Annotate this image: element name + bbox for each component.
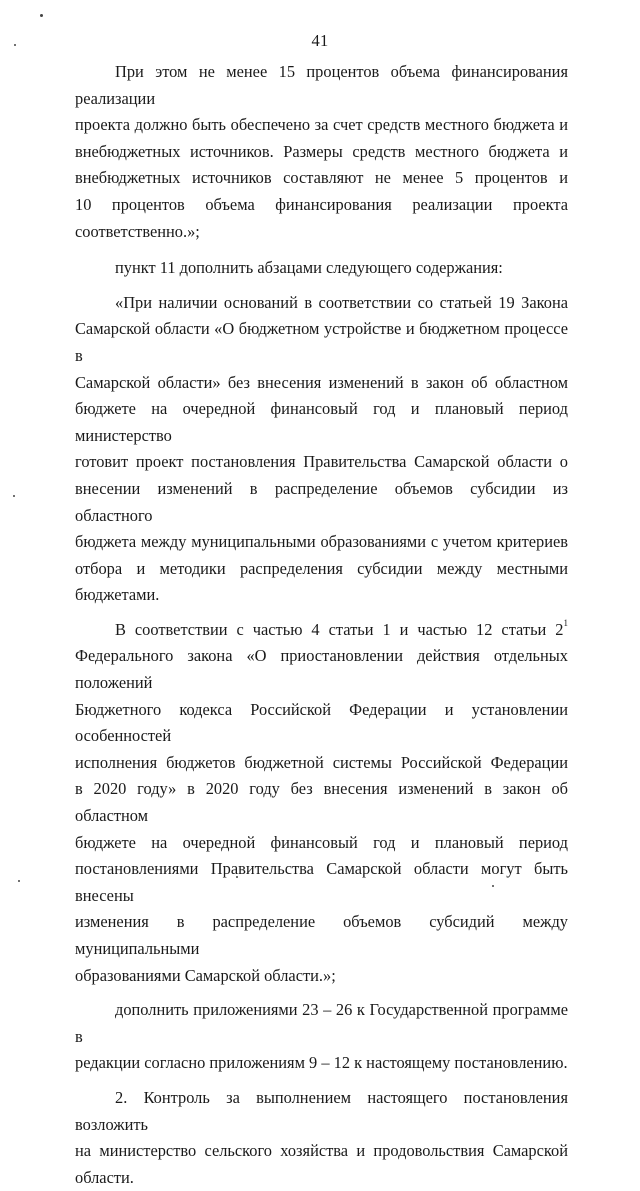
paragraph-grounds [75, 290, 568, 609]
text-line: внесении изменений в распределение объемов субсидии из областного [75, 478, 568, 525]
text-line: внебюджетных источников составляют не менее 5 процентов и [75, 168, 568, 188]
text-line: Бюджетного кодекса Российской Федерации и установлении особенностей [75, 699, 568, 746]
scan-speck [13, 495, 15, 497]
text-line: Самарской области «О бюджетном устройстве и бюджетном процессе в [75, 319, 568, 365]
text-line: 2. Контроль за выполнением настоящего постановления возложить [75, 1087, 568, 1134]
paragraph-federal-law [75, 617, 568, 989]
text-line: соответственно.»; [75, 221, 200, 241]
text-line: области. [75, 1167, 134, 1187]
text-line: исполнения бюджетов бюджетной системы Российской Федерации [75, 752, 568, 772]
superscript: 1 [563, 617, 568, 628]
text-line: образованиями Самарской области.»; [75, 965, 336, 985]
text-line [75, 617, 568, 644]
page-number: 41 [311, 31, 329, 50]
text-line: готовит проект постановления Правительства Самарской области о [75, 452, 568, 472]
text-line: редакции согласно приложениям 9 – 12 к настоящему постановлению. [75, 1053, 568, 1073]
text-line: изменения в распределение объемов субсидий между муниципальными [75, 912, 568, 958]
document-body [75, 59, 568, 1191]
text-line: в 2020 году» в 2020 году без внесения изменений в закон об областном [75, 779, 568, 826]
text-line: Федерального закона «О приостановлении действия отдельных положений [75, 646, 568, 693]
text-line: бюджете на очередной финансовый год и плановый период министерство [75, 399, 568, 445]
text-line: отбора и методики распределения субсидии между местными бюджетами. [75, 558, 568, 605]
text-line: Самарской области» без внесения изменений в закон об областном [75, 372, 568, 392]
text-line: постановлениями Правительства Самарской области могут быть внесены [75, 859, 568, 905]
text-line: дополнить приложениями 23 – 26 к Государственной программе в [75, 1000, 568, 1046]
text-line: бюджете на очередной финансовый год и плановый период [75, 832, 568, 852]
text-fragment: В соответствии с частью 4 статьи 1 и частью 12 статьи 2 [115, 619, 564, 639]
paragraph-point-11: пункт 11 дополнить абзацами следующего содержания: [115, 258, 503, 278]
text-line: на министерство сельского хозяйства и продовольствия Самарской [75, 1141, 568, 1161]
scan-speck [18, 880, 20, 882]
text-line: «При наличии оснований в соответствии со статьей 19 Закона [115, 292, 568, 312]
paragraph-appendices [75, 997, 568, 1077]
scan-speck [40, 14, 43, 17]
paragraph-control [75, 1085, 568, 1191]
text-line: При этом не менее 15 процентов объема финансирования реализации [75, 62, 568, 108]
text-line: бюджета между муниципальными образованиями с учетом критериев [75, 532, 568, 552]
text-line: внебюджетных источников. Размеры средств местного бюджета и [75, 141, 568, 161]
paragraph-financing [75, 59, 568, 245]
text-line: проекта должно быть обеспечено за счет средств местного бюджета и [75, 115, 568, 135]
text-line: 10 процентов объема финансирования реализации проекта [75, 194, 568, 214]
